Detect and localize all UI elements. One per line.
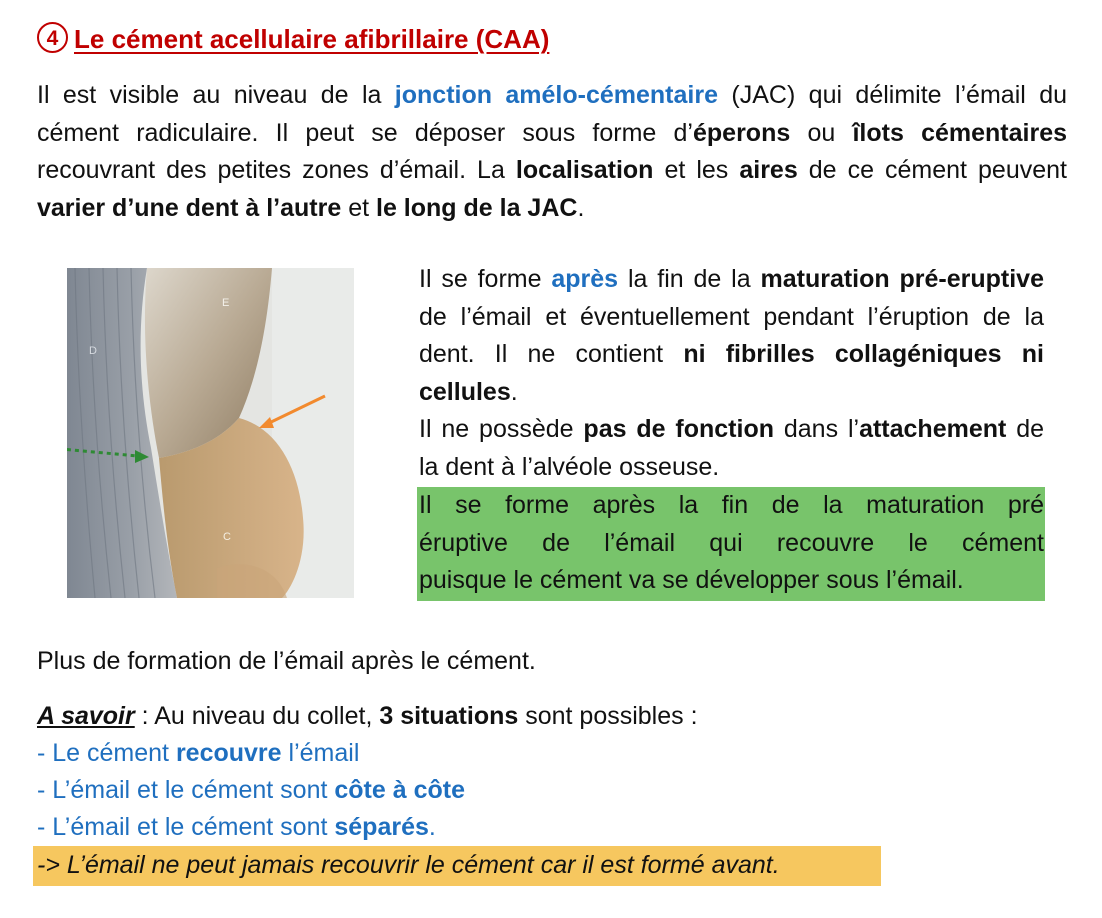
intro-text: (JAC) qui délimite l’émail du cément radiculaire. Il peut se déposer sous forme d’ [37, 81, 1067, 147]
term-pas-de-fonction: pas de fonction [583, 415, 774, 443]
term-apres: après [551, 265, 619, 293]
savoir-line [37, 698, 698, 736]
histology-image [67, 268, 354, 598]
list-item [37, 772, 465, 810]
side-text: Il ne possède [419, 415, 584, 443]
highlight-line-3: puisque le cément va se développer sous l’émail. [419, 566, 964, 594]
section-title [37, 22, 549, 55]
label-cementum: C [223, 531, 231, 543]
list-item-text: - Le cément [37, 739, 176, 767]
conclusion-line: -> L’émail ne peut jamais recouvrir le cément car il est formé avant. [37, 851, 780, 879]
intro-text: . [577, 193, 585, 222]
list-item-text: - L’émail et le cément sont [37, 776, 335, 804]
list-item-text: - L’émail et le cément sont [37, 813, 335, 841]
highlight-line-2: éruptive de l’émail qui recouvre le cément [419, 528, 1044, 557]
side-text: de la dent à l’alvéole osseuse. [419, 415, 1044, 481]
histology-figure [67, 268, 354, 598]
term-attachement: attachement [859, 415, 1007, 443]
side-text: de l’émail et éventuellement pendant l’éruption de la dent. Il ne contient [419, 302, 1044, 368]
list-item [37, 735, 359, 773]
section-number: 4 [37, 22, 68, 53]
highlight-line-1: Il se forme après la fin de la maturation pré [419, 491, 1044, 519]
side-text: . [510, 377, 518, 406]
intro-text: de ce cément peuvent [797, 156, 1067, 184]
label-enamel: E [222, 297, 230, 309]
list-item-bold: séparés [334, 813, 429, 841]
list-item-text: . [428, 813, 436, 841]
intro-text: Il est visible au niveau de la [37, 81, 395, 109]
term-ni-fibrilles: ni fibrilles collagéniques ni cellules [419, 340, 1044, 406]
plus-line: Plus de formation de l’émail après le cément. [37, 647, 536, 675]
term-ilots: îlots cémentaires [852, 118, 1068, 147]
term-jac: jonction amélo-cémentaire [394, 81, 718, 109]
side-text: Il se forme [419, 265, 552, 293]
term-localisation: localisation [515, 156, 654, 184]
side-text: dans l’ [774, 415, 860, 443]
savoir-label: A savoir [37, 702, 135, 730]
list-item-bold: côte à côte [334, 776, 465, 804]
list-item-bold: recouvre [175, 739, 282, 767]
term-aires: aires [739, 156, 798, 184]
savoir-text: sont possibles : [518, 702, 698, 730]
side-paragraph [419, 261, 1044, 486]
intro-text: et [341, 193, 377, 222]
section-title-text: Le cément acellulaire afibrillaire (CAA) [74, 24, 550, 54]
intro-paragraph [37, 77, 1067, 227]
term-long-jac: le long de la JAC [376, 193, 578, 222]
intro-text: recouvrant des petites zones d’émail. La [37, 156, 516, 184]
term-eperons: éperons [692, 118, 791, 147]
list-item-text: l’émail [281, 739, 360, 767]
term-3-situations: 3 situations [379, 702, 519, 730]
intro-text: et les [653, 156, 740, 184]
term-maturation: maturation pré-eruptive [760, 265, 1044, 293]
list-item [37, 809, 436, 847]
highlighted-paragraph [419, 487, 1044, 600]
term-varier: varier d’une dent à l’autre [37, 193, 342, 222]
intro-text: ou [790, 118, 853, 147]
savoir-text: : Au niveau du collet, [134, 702, 380, 730]
side-text: la fin de la [618, 265, 761, 293]
label-dentin: D [89, 345, 97, 357]
